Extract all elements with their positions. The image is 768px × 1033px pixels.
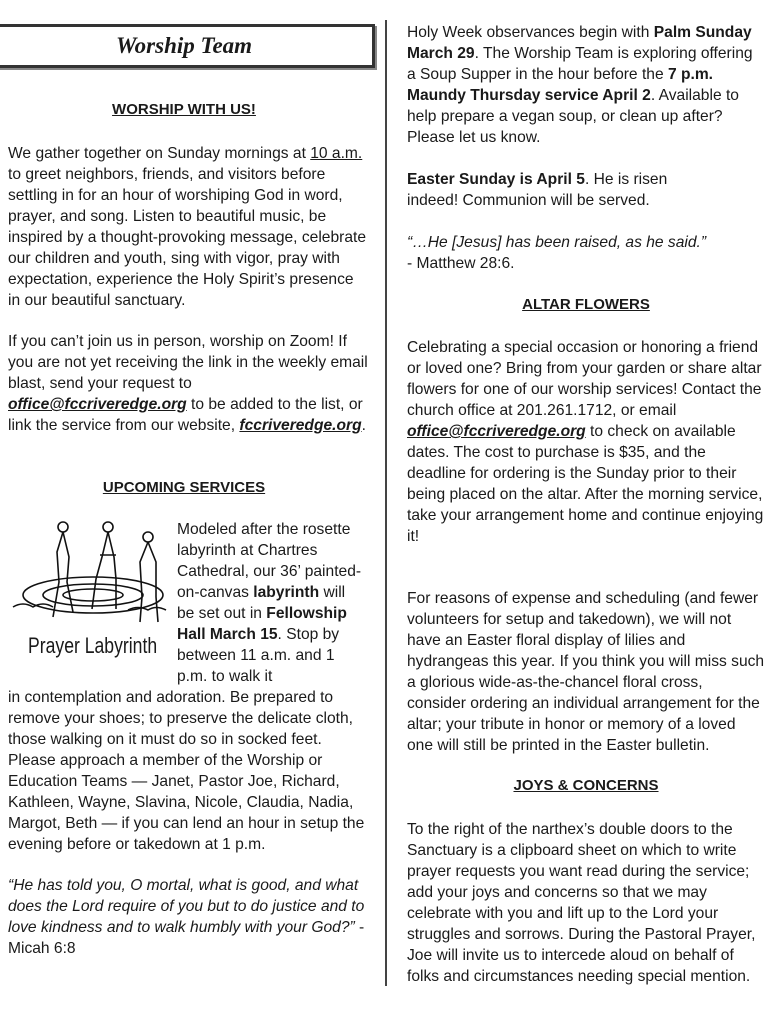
text-segment: “He has told you, O mortal, what is good, and what does the Lord require of you but to do justice and to love kindness and to walk humbly with your God?” <box>8 877 365 936</box>
text-segment: 10 a.m. <box>310 145 363 162</box>
text-segment: Modeled after the rosette labyrinth at Chartres Cathedral, our 36’ painted-on-canvas <box>177 521 362 601</box>
labyrinth-paragraph-continued <box>8 687 368 855</box>
link[interactable]: office@fccriveredge.org <box>8 396 187 413</box>
column-divider <box>385 20 387 986</box>
micah-quote <box>8 875 370 959</box>
holy-week-paragraph <box>407 22 765 148</box>
text-segment: . Stop by between 11 a.m. and 1 p.m. to walk it <box>177 626 340 685</box>
text-segment: . He is risen indeed! Communion will be served. <box>407 171 668 209</box>
text-segment: For reasons of expense and scheduling (and fewer volunteers for setup and takedown), we will not have an Easter floral display of lilies and hydrangeas this year. If you think you will miss such a glorious wide-as-the-chancel floral cross, consider ordering an individual arrangement for the altar; your tribute in honor or memory of a loved one will still be printed in the Easter bulletin. <box>407 590 765 754</box>
text-segment: “…He [Jesus] has been raised, as he said.” <box>407 234 707 251</box>
text-segment: . Available to help prepare a vegan soup, or clean up after? Please let us know. <box>407 87 739 146</box>
joys-paragraph <box>407 819 765 987</box>
text-segment: To the right of the narthex’s double doors to the Sanctuary is a clipboard sheet on which to write prayer requests you want read during the service; add your joys and concerns so that we may celebrate with you and lift up to the Lord your struggles and sorrows. During the Pastoral Prayer, Joe will invite us to intercede aloud on behalf of folks and circumstances needing special mention. <box>407 821 756 985</box>
altar-paragraph <box>407 337 765 547</box>
worship-paragraph <box>8 143 370 311</box>
text-segment: Palm Sunday March 29 <box>407 24 752 62</box>
zoom-paragraph <box>8 331 368 436</box>
easter-paragraph <box>407 169 677 211</box>
text-segment: in contemplation and adoration. Be prepared to remove your shoes; to preserve the delicate cloth, those walking on it must do so in socked feet. Please approach a member of the Worship or Education Teams — Janet, Pastor Joe, Richard, Kathleen, Wayne, Slavina, Nicole, Claudia, Nadia, Margot, Beth — if you can lend an hour in setup the evening before or takedown at 1 p.m. <box>8 689 365 853</box>
prayer-labyrinth-image <box>8 515 170 665</box>
text-segment: If you can’t join us in person, worship on Zoom! If you are not yet receiving the link in the weekly email blast, send your request to <box>8 333 368 392</box>
text-segment: 7 p.m. Maundy Thursday service April 2 <box>407 66 714 104</box>
text-segment: Celebrating a special occasion or honoring a friend or loved one? Bring from your garden or share altar flowers for one of our worship services! Contact the church office at 201.261.1712, or email <box>407 339 762 419</box>
link[interactable]: office@fccriveredge.org <box>407 423 586 440</box>
text-segment: will be set out in <box>177 584 346 622</box>
worship-heading: WORSHIP WITH US! <box>112 101 256 118</box>
text-segment: - Matthew 28:6. <box>407 255 515 272</box>
labyrinth-paragraph <box>177 519 363 687</box>
link[interactable]: fccriveredge.org <box>239 417 362 434</box>
upcoming-heading: UPCOMING SERVICES <box>102 479 266 496</box>
matthew-quote <box>407 232 707 274</box>
text-segment: We gather together on Sunday mornings at <box>8 145 311 162</box>
altar-heading: ALTAR FLOWERS <box>522 296 650 313</box>
text-segment: . <box>361 417 366 434</box>
floral-paragraph <box>407 588 765 756</box>
text-segment: to be added to the list, or link the service from our website, <box>8 396 363 434</box>
text-segment: . The Worship Team is exploring offering a Soup Supper in the hour before the <box>407 45 753 83</box>
joys-heading: JOYS & CONCERNS <box>513 777 659 794</box>
image-caption: Prayer Labyrinth <box>28 633 158 658</box>
text-segment: labyrinth <box>253 584 320 601</box>
text-segment: to greet neighbors, friends, and visitors before settling in for an hour of worshiping God in word, prayer, and song. Listen to beautiful music, be inspired by a thought-provoking message, celebrate our children and youth, sing with vigor, pray with expectation, experience the Holy Spirit’s presence in our beautiful sanctuary. <box>8 166 367 309</box>
section-title: Worship Team <box>0 24 375 68</box>
labyrinth-illustration-icon <box>8 515 170 633</box>
text-segment: to check on available dates. The cost to purchase is $35, and the deadline for ordering is the Sunday prior to their being placed on the altar. After the morning service, take your arrangement home and continue enjoying it! <box>407 423 764 545</box>
text-segment: Holy Week observances begin with <box>407 24 654 41</box>
text-segment: - Micah 6:8 <box>8 919 365 957</box>
text-segment: Fellowship Hall March 15 <box>177 605 347 643</box>
text-segment: Easter Sunday is April 5 <box>407 171 585 188</box>
